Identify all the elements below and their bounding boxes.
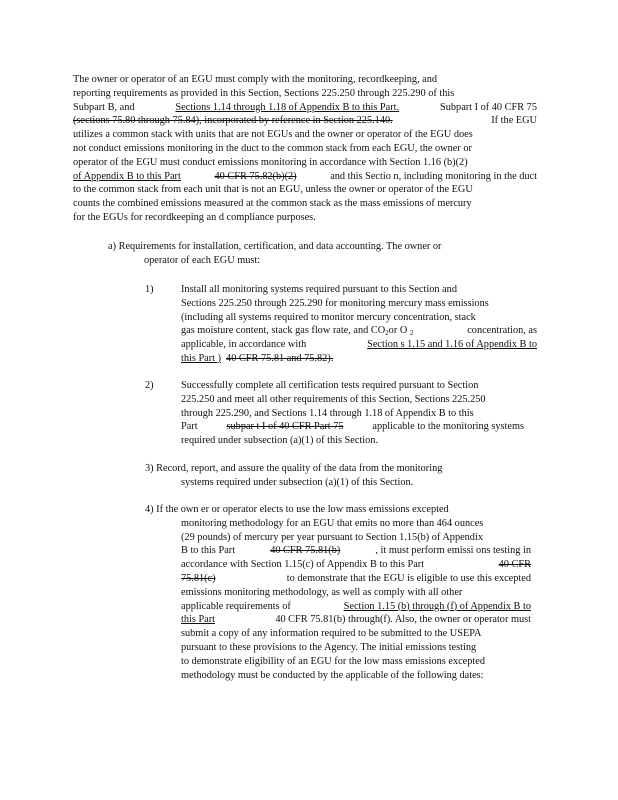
- text-line: [181, 531, 531, 545]
- deleted-text: 40 CFR 75.81 and 75.82).: [226, 352, 334, 364]
- deleted-text: (sections 75.80 through 75.84), incorporated by reference in Section 225.140.: [73, 115, 393, 127]
- text-line: [181, 669, 531, 683]
- text: 4) If the own er or operator elects to use the low mass emissions excepted: [145, 504, 449, 515]
- text-line: [181, 600, 531, 614]
- inserted-text: Section 1.15 (b) through (f) of Appendix B to: [343, 600, 531, 612]
- deleted-text: 40 CFR 75.82(b)(2): [214, 170, 297, 182]
- text-line: [181, 407, 524, 421]
- text-line: [145, 462, 487, 476]
- inserted-text: this Part: [181, 614, 216, 626]
- deleted-text: subpar t I of 40 CFR Part 75: [226, 421, 344, 433]
- text: Subpart B, and: [73, 101, 135, 113]
- text: Successfully complete all certification tests required pursuant to Section: [181, 380, 479, 391]
- text: to demonstrate that the EGU is eligible to use this excepted: [286, 572, 531, 584]
- inserted-text: of Appendix B to this Part: [73, 170, 181, 182]
- text: operator of each EGU must:: [144, 254, 261, 266]
- text: concentration, as: [467, 325, 537, 337]
- text: 3) Record, report, and assure the quality of the data from the monitoring: [145, 463, 443, 474]
- text: (29 pounds) of mercury per year pursuant to Section 1.15(b) of Appendix: [181, 531, 483, 543]
- text: emissions monitoring methodology, as well as comply with all other: [181, 586, 463, 598]
- text-line: [181, 627, 531, 641]
- text: to the common stack from each unit that is not an EGU, unless the owner or operator of the EGU: [73, 184, 473, 196]
- text: not conduct emissions monitoring in the duct to the common stack from each EGU, the owner or: [73, 142, 472, 154]
- text: to demonstrate eligibility of an EGU for the low mass emissions excepted: [181, 655, 485, 667]
- text-line: [73, 183, 537, 197]
- text-line: [181, 434, 524, 448]
- text-line: [73, 128, 537, 142]
- text-line: [73, 170, 537, 184]
- deleted-text: 40 CFR: [498, 559, 531, 571]
- text-line: [73, 101, 537, 115]
- text: Install all monitoring systems required pursuant to this Section and: [181, 284, 457, 295]
- text: utilizes a common stack with units that are not EGUs and the owner or operator of the EGU does: [73, 129, 473, 141]
- text: for the EGUs for recordkeeping an d compliance purposes.: [73, 211, 316, 223]
- text: 40 CFR 75.81(b) through(f). Also, the owner or operator must: [275, 614, 531, 626]
- text-line: [181, 655, 531, 669]
- item-4-text: [145, 503, 531, 517]
- text: B to this Part: [181, 545, 236, 557]
- text: through 225.290, and Sections 1.14 through 1.18 of Appendix B to this: [181, 407, 474, 419]
- text: systems required under subsection (a)(1) of this Section.: [181, 476, 414, 488]
- text: Subpart I of 40 CFR 75: [440, 101, 537, 113]
- text: applicable requirements of: [181, 600, 291, 612]
- text: , it must perform emissi ons testing in: [375, 545, 531, 557]
- text: monitoring methodology for an EGU that emits no more than 464 ounces: [181, 517, 484, 529]
- item-1-number: 1): [145, 284, 154, 295]
- text: or O: [388, 325, 408, 337]
- text-line: [73, 211, 537, 225]
- item-3-text: [145, 462, 487, 490]
- inserted-text: Sections 1.14 through 1.18 of Appendix B to this Part.: [175, 101, 400, 113]
- text: counts the combined emissions measured at the common stack as the mass emissions of mercury: [73, 198, 472, 210]
- text-line: [181, 641, 531, 655]
- text: 225.250 and meet all other requirements of this Section, Sections 225.250: [181, 393, 486, 405]
- text-line: [181, 420, 524, 434]
- text-line: [181, 613, 531, 627]
- text: a) Requirements for installation, certification, and data accounting. The owner or: [108, 241, 442, 252]
- text-line: [181, 558, 531, 572]
- text-line: [181, 311, 537, 325]
- text-line: [73, 142, 537, 156]
- text: methodology must be conducted by the applicable of the following dates:: [181, 669, 484, 681]
- text: [181, 324, 413, 338]
- subsection-a: [108, 240, 502, 268]
- text-line: [145, 503, 495, 517]
- text: required under subsection (a)(1) of this Section.: [181, 435, 379, 447]
- text-line: [181, 379, 524, 393]
- text-line: [181, 283, 537, 297]
- deleted-text: 75.81(c): [181, 572, 216, 584]
- text-line: [181, 517, 531, 531]
- text-line: [108, 254, 502, 268]
- text-line: [145, 476, 487, 490]
- text-line: [181, 338, 537, 352]
- text-line: [181, 297, 537, 311]
- text: submit a copy of any information required to be submitted to the USEPA: [181, 628, 482, 640]
- text-line: [181, 352, 537, 366]
- text: gas moisture content, stack gas flow rate, and CO: [181, 325, 386, 337]
- text: Part: [181, 421, 198, 433]
- inserted-text: this Part ): [181, 352, 222, 364]
- text: If the EGU: [491, 115, 537, 127]
- text: accordance with Section 1.15(c) of Appendix B to this Part: [181, 559, 425, 571]
- text-line: [73, 73, 537, 87]
- subscript: 2: [385, 329, 389, 338]
- text-line: [181, 572, 531, 586]
- text: reporting requirements as provided in this Section, Sections 225.250 through 225.290 of this: [73, 87, 455, 99]
- text: applicable to the monitoring systems: [372, 421, 524, 433]
- text-line: [181, 324, 537, 338]
- text: Sections 225.250 through 225.290 for monitoring mercury mass emissions: [181, 297, 489, 309]
- text-line: [108, 240, 502, 254]
- item-2-number: 2): [145, 380, 154, 391]
- deleted-text: 40 CFR 75.81(b): [270, 545, 341, 557]
- text-line: [181, 393, 524, 407]
- text-line: [73, 114, 537, 128]
- item-4-body: [181, 517, 531, 683]
- item-1-text: [181, 283, 537, 366]
- text-line: [73, 156, 537, 170]
- text: applicable, in accordance with: [181, 339, 307, 351]
- text-line: [181, 586, 531, 600]
- subscript: 2: [409, 329, 414, 338]
- intro-paragraph: [73, 73, 537, 225]
- text: (including all systems required to monitor mercury concentration, stack: [181, 311, 476, 323]
- text: and this Sectio n, including monitoring in the duct: [330, 170, 537, 182]
- inserted-text: Section s 1.15 and 1.16 of Appendix B to: [367, 339, 537, 351]
- text-line: [73, 87, 537, 101]
- text-line: [73, 197, 537, 211]
- text-line: [181, 544, 531, 558]
- text: operator of the EGU must conduct emissions monitoring in accordance with Section 1.16 (b)(2): [73, 156, 468, 168]
- text: pursuant to these provisions to the Agency. The initial emissions testing: [181, 641, 477, 653]
- text: The owner or operator of an EGU must comply with the monitoring, recordkeeping, and: [73, 74, 438, 85]
- item-2-text: [181, 379, 524, 448]
